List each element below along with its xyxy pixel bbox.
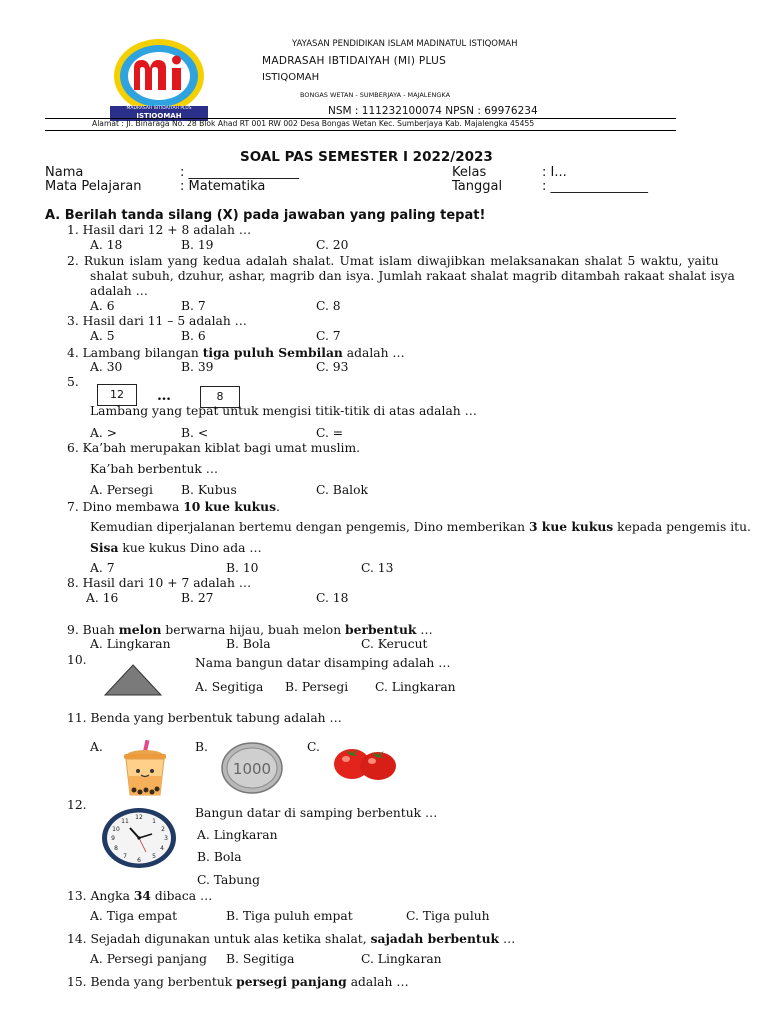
header-rule-bottom (45, 130, 676, 131)
q11-option-b[interactable]: B. (195, 740, 208, 754)
q12-number: 12. (67, 798, 87, 812)
school-name-line2: ISTIQOMAH (262, 72, 320, 83)
kelas-field[interactable]: : I... (542, 165, 567, 180)
svg-text:3: 3 (164, 835, 168, 842)
q4-option-b[interactable]: B. 39 (181, 360, 214, 374)
q4-option-c[interactable]: C. 93 (316, 360, 349, 374)
q6-option-a[interactable]: A. Persegi (90, 483, 153, 497)
q14-option-b[interactable]: B. Segitiga (226, 952, 295, 966)
q2-option-b[interactable]: B. 7 (181, 299, 206, 313)
school-address: Alamat : Jl. Binaraga No. 28 Blok Ahad RT 001 RW 002 Desa Bongas Wetan Kec. Sumberjaya Kab. Majalengka 45455 (92, 119, 535, 128)
q1-option-c[interactable]: C. 20 (316, 238, 349, 252)
q15-text: 15. Benda yang berbentuk persegi panjang adalah … (67, 974, 409, 989)
q13-option-c[interactable]: C. Tiga puluh (406, 909, 490, 923)
q6-option-b[interactable]: B. Kubus (181, 483, 237, 497)
q5-option-b[interactable]: B. < (181, 426, 209, 440)
q3-option-a[interactable]: A. 5 (90, 329, 115, 343)
coin-icon (220, 742, 284, 794)
svg-text:8: 8 (114, 845, 118, 852)
q10-option-b[interactable]: B. Persegi (285, 680, 349, 694)
logo-badge-top: MADRASAH IBTIDAIYAH PLUS (126, 106, 192, 111)
section-a-instruction: A. Berilah tanda silang (X) pada jawaban yang paling tepat! (45, 208, 486, 223)
q1-option-b[interactable]: B. 19 (181, 238, 214, 252)
q6-text-line1: 6. Ka’bah merupakan kiblat bagi umat muslim. (67, 441, 361, 455)
wall-clock-icon (100, 806, 178, 870)
q10-number: 10. (67, 653, 87, 667)
q7-text-line2: Kemudian diperjalanan bertemu dengan pengemis, Dino memberikan 3 kue kukus kepada pengemis itu. (90, 519, 751, 534)
q7-option-b[interactable]: B. 10 (226, 561, 259, 575)
q9-option-a[interactable]: A. Lingkaran (90, 637, 171, 651)
q14-option-a[interactable]: A. Persegi panjang (90, 952, 207, 966)
q4-text: 4. Lambang bilangan tiga puluh Sembilan adalah … (67, 345, 405, 360)
q11-option-a[interactable]: A. (90, 740, 103, 754)
q12-text: Bangun datar di samping berbentuk … (195, 806, 438, 820)
kelas-label: Kelas (452, 165, 487, 180)
q10-option-c[interactable]: C. Lingkaran (375, 680, 456, 694)
mapel-label: Mata Pelajaran (45, 179, 142, 194)
q9-option-b[interactable]: B. Bola (226, 637, 271, 651)
q7-option-a[interactable]: A. 7 (90, 561, 115, 575)
q8-option-c[interactable]: C. 18 (316, 591, 349, 605)
q5-option-a[interactable]: A. > (90, 426, 118, 440)
svg-text:11: 11 (121, 818, 129, 825)
tanggal-field[interactable]: : _______________ (542, 179, 649, 194)
svg-text:1: 1 (152, 818, 156, 825)
q7-text-line1: 7. Dino membawa 10 kue kukus. (67, 499, 280, 514)
q11-text: 11. Benda yang berbentuk tabung adalah … (67, 711, 342, 725)
q7-option-c[interactable]: C. 13 (361, 561, 394, 575)
q14-option-c[interactable]: C. Lingkaran (361, 952, 442, 966)
boba-cup-icon (120, 740, 170, 798)
triangle-icon (104, 664, 162, 696)
q3-option-b[interactable]: B. 6 (181, 329, 206, 343)
logo-badge-bottom: ISTIQOMAH (136, 112, 182, 120)
q3-option-c[interactable]: C. 7 (316, 329, 341, 343)
svg-text:2: 2 (161, 826, 165, 833)
q2-option-c[interactable]: C. 8 (316, 299, 341, 313)
q9-text: 9. Buah melon berwarna hijau, buah melon berbentuk … (67, 622, 433, 637)
q11-option-c[interactable]: C. (307, 740, 320, 754)
q3-text: 3. Hasil dari 11 – 5 adalah … (67, 314, 247, 328)
q12-option-a[interactable]: A. Lingkaran (197, 828, 278, 842)
q1-option-a[interactable]: A. 18 (90, 238, 123, 252)
q14-text: 14. Sejadah digunakan untuk alas ketika shalat, sajadah berbentuk … (67, 931, 516, 946)
q8-text: 8. Hasil dari 10 + 7 adalah … (67, 576, 252, 590)
q2-option-a[interactable]: A. 6 (90, 299, 115, 313)
q13-text: 13. Angka 34 dibaca … (67, 888, 213, 903)
q13-option-b[interactable]: B. Tiga puluh empat (226, 909, 353, 923)
q4-option-a[interactable]: A. 30 (90, 360, 123, 374)
q6-text-line2: Ka’bah berbentuk … (90, 462, 219, 476)
q5-dots: … (157, 388, 171, 404)
q8-option-b[interactable]: B. 27 (181, 591, 214, 605)
q1-text: 1. Hasil dari 12 + 8 adalah … (67, 223, 252, 237)
q5-option-c[interactable]: C. = (316, 426, 344, 440)
svg-text:10: 10 (112, 826, 120, 833)
q2-text-line1: 2. Rukun islam yang kedua adalah shalat. Umat islam diwajibkan melaksanakan shalat 5 waktu, yaitu (67, 254, 719, 268)
q2-text-line2: shalat subuh, dzuhur, ashar, magrib dan isya. Jumlah rakaat shalat magrib ditambah rakaat shalat isya (90, 269, 735, 283)
nama-field[interactable]: : _________________ (180, 165, 300, 180)
coin-value-text: 1000 (232, 760, 272, 778)
q5-text: Lambang yang tepat untuk mengisi titik-titik di atas adalah … (90, 404, 477, 418)
q13-option-a[interactable]: A. Tiga empat (90, 909, 178, 923)
q10-text: Nama bangun datar disamping adalah … (195, 656, 451, 670)
school-nsm: NSM : 111232100074 NPSN : 69976234 (328, 105, 538, 117)
q5-number: 5. (67, 375, 79, 389)
q7-text-line3: Sisa kue kukus Dino ada … (90, 540, 262, 555)
svg-text:9: 9 (111, 835, 115, 842)
tomato-icon (332, 742, 398, 782)
school-region: BONGAS WETAN - SUMBERJAYA - MAJALENGKA (300, 91, 451, 99)
q5-box-left: 12 (97, 384, 137, 406)
q10-option-a[interactable]: A. Segitiga (195, 680, 264, 694)
svg-text:4: 4 (160, 845, 164, 852)
q12-option-c[interactable]: C. Tabung (197, 873, 260, 887)
mapel-value: : Matematika (180, 179, 266, 194)
foundation-name: YAYASAN PENDIDIKAN ISLAM MADINATUL ISTIQOMAH (292, 39, 518, 49)
school-name-line1: MADRASAH IBTIDAIYAH (MI) PLUS (262, 55, 447, 67)
svg-text:7: 7 (123, 853, 127, 860)
q12-option-b[interactable]: B. Bola (197, 850, 242, 864)
q9-option-c[interactable]: C. Kerucut (361, 637, 428, 651)
svg-text:12: 12 (135, 814, 143, 821)
nama-label: Nama (45, 165, 84, 180)
q6-option-c[interactable]: C. Balok (316, 483, 368, 497)
q5-box-right: 8 (200, 386, 240, 408)
q8-option-a[interactable]: A. 16 (86, 591, 119, 605)
q2-text-line3: adalah … (90, 284, 148, 298)
svg-text:5: 5 (152, 853, 156, 860)
svg-text:6: 6 (137, 857, 141, 864)
exam-title: SOAL PAS SEMESTER I 2022/2023 (240, 149, 493, 165)
tanggal-label: Tanggal (452, 179, 503, 194)
